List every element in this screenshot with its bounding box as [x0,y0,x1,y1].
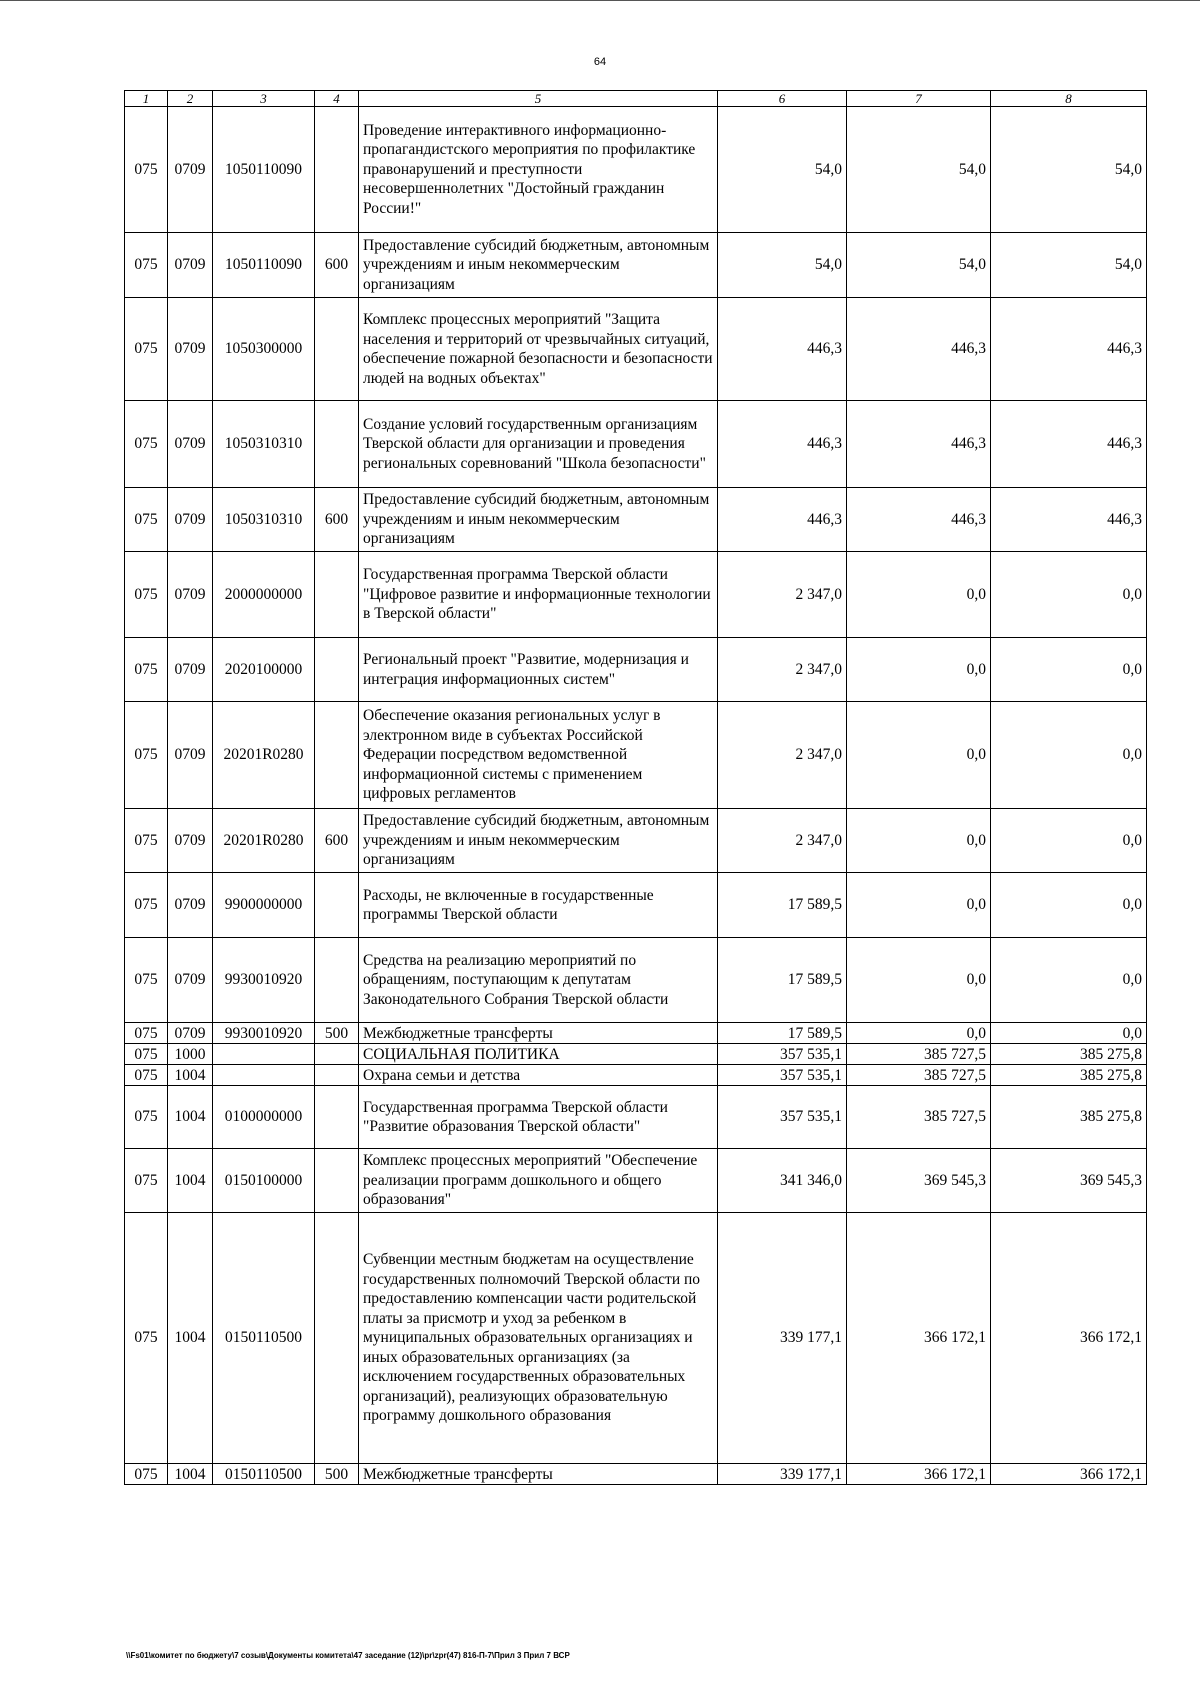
amount-cell: 339 177,1 [718,1464,847,1485]
header-cell: 7 [847,91,991,107]
amount-cell: 54,0 [718,233,847,298]
amount-cell: 366 172,1 [991,1464,1147,1485]
admin-code-cell: 075 [125,233,168,298]
expense-type-cell [315,702,359,809]
expense-type-cell [315,552,359,638]
admin-code-cell: 075 [125,702,168,809]
table-row [125,1065,1147,1086]
amount-cell: 0,0 [847,1023,991,1044]
amount-cell: 2 347,0 [718,702,847,809]
admin-code-cell: 075 [125,1023,168,1044]
section-code-cell: 0709 [168,488,213,552]
target-article-cell: 0150100000 [213,1149,315,1213]
description-cell: Региональный проект "Развитие, модернизация и интеграция информационных систем" [359,638,718,702]
admin-code-cell: 075 [125,488,168,552]
amount-cell: 2 347,0 [718,552,847,638]
description-cell: Комплекс процессных мероприятий "Обеспечение реализации программ дошкольного и общего образования" [359,1149,718,1213]
expense-type-cell [315,107,359,233]
admin-code-cell: 075 [125,1213,168,1464]
target-article-cell: 9900000000 [213,873,315,938]
section-code-cell: 0709 [168,938,213,1023]
target-article-cell: 1050300000 [213,298,315,401]
amount-cell: 366 172,1 [847,1464,991,1485]
amount-cell: 2 347,0 [718,809,847,873]
description-cell: Проведение интерактивного информационно-пропагандистского мероприятия по профилактике правонарушений и преступности несовершеннолетних "Достойный гражданин России!" [359,107,718,233]
table-row [125,552,1147,638]
admin-code-cell: 075 [125,809,168,873]
expense-type-cell [315,873,359,938]
amount-cell: 446,3 [991,401,1147,488]
amount-cell: 339 177,1 [718,1213,847,1464]
table-row [125,1213,1147,1464]
section-code-cell: 1004 [168,1149,213,1213]
header-cell: 4 [315,91,359,107]
description-cell: Межбюджетные трансферты [359,1023,718,1044]
amount-cell: 54,0 [847,233,991,298]
expense-type-cell [315,938,359,1023]
amount-cell: 446,3 [991,298,1147,401]
amount-cell: 0,0 [991,1023,1147,1044]
table-row [125,873,1147,938]
section-code-cell: 0709 [168,552,213,638]
section-code-cell: 0709 [168,1023,213,1044]
description-cell: СОЦИАЛЬНАЯ ПОЛИТИКА [359,1044,718,1065]
amount-cell: 0,0 [991,702,1147,809]
description-cell: Средства на реализацию мероприятий по обращениям, поступающим к депутатам Законодательного Собрания Тверской области [359,938,718,1023]
admin-code-cell: 075 [125,638,168,702]
table-row [125,1149,1147,1213]
admin-code-cell: 075 [125,1044,168,1065]
table-row [125,233,1147,298]
table-row [125,1086,1147,1149]
expense-type-cell: 600 [315,488,359,552]
expense-type-cell: 600 [315,809,359,873]
amount-cell: 0,0 [991,638,1147,702]
amount-cell: 446,3 [718,401,847,488]
expense-type-cell: 600 [315,233,359,298]
description-cell: Субвенции местным бюджетам на осуществление государственных полномочий Тверской области по предоставлению компенсации части родительской платы за присмотр и уход за ребенком в муниципальных образовательных организациях и иных образовательных организациях (за исключением государственных образовательных организаций), реализующих образовательную программу дошкольного образования [359,1213,718,1464]
target-article-cell: 0150110500 [213,1464,315,1485]
table-row [125,638,1147,702]
amount-cell: 17 589,5 [718,1023,847,1044]
amount-cell: 446,3 [847,488,991,552]
amount-cell: 54,0 [991,107,1147,233]
amount-cell: 0,0 [847,702,991,809]
amount-cell: 385 727,5 [847,1086,991,1149]
amount-cell: 0,0 [847,938,991,1023]
section-code-cell: 1004 [168,1464,213,1485]
section-code-cell: 0709 [168,233,213,298]
section-code-cell: 0709 [168,638,213,702]
target-article-cell: 0150110500 [213,1213,315,1464]
description-cell: Предоставление субсидий бюджетным, автономным учреждениям и иным некоммерческим организациям [359,233,718,298]
description-cell: Охрана семьи и детства [359,1065,718,1086]
expense-type-cell [315,1065,359,1086]
target-article-cell: 1050110090 [213,107,315,233]
admin-code-cell: 075 [125,938,168,1023]
target-article-cell: 0100000000 [213,1086,315,1149]
target-article-cell: 20201R0280 [213,809,315,873]
admin-code-cell: 075 [125,1149,168,1213]
target-article-cell: 2000000000 [213,552,315,638]
expense-type-cell: 500 [315,1464,359,1485]
amount-cell: 446,3 [847,298,991,401]
header-cell: 6 [718,91,847,107]
section-code-cell: 0709 [168,873,213,938]
expense-type-cell [315,1086,359,1149]
admin-code-cell: 075 [125,298,168,401]
amount-cell: 446,3 [847,401,991,488]
amount-cell: 385 727,5 [847,1044,991,1065]
amount-cell: 54,0 [718,107,847,233]
section-code-cell: 0709 [168,702,213,809]
section-code-cell: 1004 [168,1213,213,1464]
description-cell: Предоставление субсидий бюджетным, автономным учреждениям и иным некоммерческим организациям [359,488,718,552]
table-row [125,298,1147,401]
admin-code-cell: 075 [125,107,168,233]
expense-type-cell [315,298,359,401]
amount-cell: 385 275,8 [991,1086,1147,1149]
expense-type-cell [315,401,359,488]
amount-cell: 446,3 [718,298,847,401]
description-cell: Обеспечение оказания региональных услуг в электронном виде в субъектах Российской Федерации посредством ведомственной информационной системы с применением цифровых регламентов [359,702,718,809]
amount-cell: 0,0 [847,809,991,873]
amount-cell: 446,3 [991,488,1147,552]
amount-cell: 54,0 [991,233,1147,298]
header-row [125,91,1147,107]
amount-cell: 369 545,3 [847,1149,991,1213]
table-row [125,1023,1147,1044]
amount-cell: 0,0 [991,873,1147,938]
header-cell: 8 [991,91,1147,107]
amount-cell: 366 172,1 [847,1213,991,1464]
table-row [125,1044,1147,1065]
expense-type-cell [315,1213,359,1464]
admin-code-cell: 075 [125,401,168,488]
amount-cell: 385 275,8 [991,1044,1147,1065]
page-number: 64 [593,56,607,68]
target-article-cell: 2020100000 [213,638,315,702]
file-path-footer: \\Fs01\комитет по бюджету\7 созыв\Документы комитета\47 заседание (12)\pr\zpr(47) 816-П-7\Прил 3 Прил 7 ВСР [126,1651,570,1660]
description-cell: Расходы, не включенные в государственные программы Тверской области [359,873,718,938]
section-code-cell: 0709 [168,401,213,488]
expense-type-cell: 500 [315,1023,359,1044]
amount-cell: 385 275,8 [991,1065,1147,1086]
amount-cell: 17 589,5 [718,938,847,1023]
amount-cell: 2 347,0 [718,638,847,702]
amount-cell: 366 172,1 [991,1213,1147,1464]
section-code-cell: 1004 [168,1065,213,1086]
admin-code-cell: 075 [125,873,168,938]
admin-code-cell: 075 [125,1464,168,1485]
table-row [125,107,1147,233]
description-cell: Комплекс процессных мероприятий "Защита населения и территорий от чрезвычайных ситуаций, обеспечение пожарной безопасности и безопасности людей на водных объектах" [359,298,718,401]
amount-cell: 369 545,3 [991,1149,1147,1213]
admin-code-cell: 075 [125,1065,168,1086]
table-row [125,938,1147,1023]
amount-cell: 0,0 [991,552,1147,638]
amount-cell: 341 346,0 [718,1149,847,1213]
table-row [125,488,1147,552]
target-article-cell: 9930010920 [213,938,315,1023]
amount-cell: 0,0 [847,873,991,938]
target-article-cell: 9930010920 [213,1023,315,1044]
amount-cell: 54,0 [847,107,991,233]
header-cell: 1 [125,91,168,107]
scan-edge-line [0,0,1200,1]
description-cell: Государственная программа Тверской области "Развитие образования Тверской области" [359,1086,718,1149]
target-article-cell [213,1044,315,1065]
amount-cell: 357 535,1 [718,1044,847,1065]
admin-code-cell: 075 [125,552,168,638]
section-code-cell: 1004 [168,1086,213,1149]
amount-cell: 357 535,1 [718,1086,847,1149]
amount-cell: 357 535,1 [718,1065,847,1086]
table-row [125,809,1147,873]
description-cell: Межбюджетные трансферты [359,1464,718,1485]
table-row [125,401,1147,488]
header-cell: 3 [213,91,315,107]
target-article-cell: 20201R0280 [213,702,315,809]
budget-table [124,90,1147,1485]
table-row [125,702,1147,809]
section-code-cell: 0709 [168,107,213,233]
header-cell: 5 [359,91,718,107]
section-code-cell: 0709 [168,809,213,873]
section-code-cell: 0709 [168,298,213,401]
target-article-cell: 1050310310 [213,488,315,552]
amount-cell: 446,3 [718,488,847,552]
section-code-cell: 1000 [168,1044,213,1065]
table-row [125,1464,1147,1485]
admin-code-cell: 075 [125,1086,168,1149]
target-article-cell: 1050110090 [213,233,315,298]
amount-cell: 0,0 [991,938,1147,1023]
amount-cell: 0,0 [847,552,991,638]
amount-cell: 0,0 [991,809,1147,873]
description-cell: Предоставление субсидий бюджетным, автономным учреждениям и иным некоммерческим организациям [359,809,718,873]
header-cell: 2 [168,91,213,107]
amount-cell: 385 727,5 [847,1065,991,1086]
target-article-cell: 1050310310 [213,401,315,488]
expense-type-cell [315,1044,359,1065]
target-article-cell [213,1065,315,1086]
expense-type-cell [315,638,359,702]
description-cell: Создание условий государственным организациям Тверской области для организации и проведения региональных соревнований "Школа безопасности" [359,401,718,488]
amount-cell: 17 589,5 [718,873,847,938]
description-cell: Государственная программа Тверской области "Цифровое развитие и информационные технологии в Тверской области" [359,552,718,638]
expense-type-cell [315,1149,359,1213]
amount-cell: 0,0 [847,638,991,702]
